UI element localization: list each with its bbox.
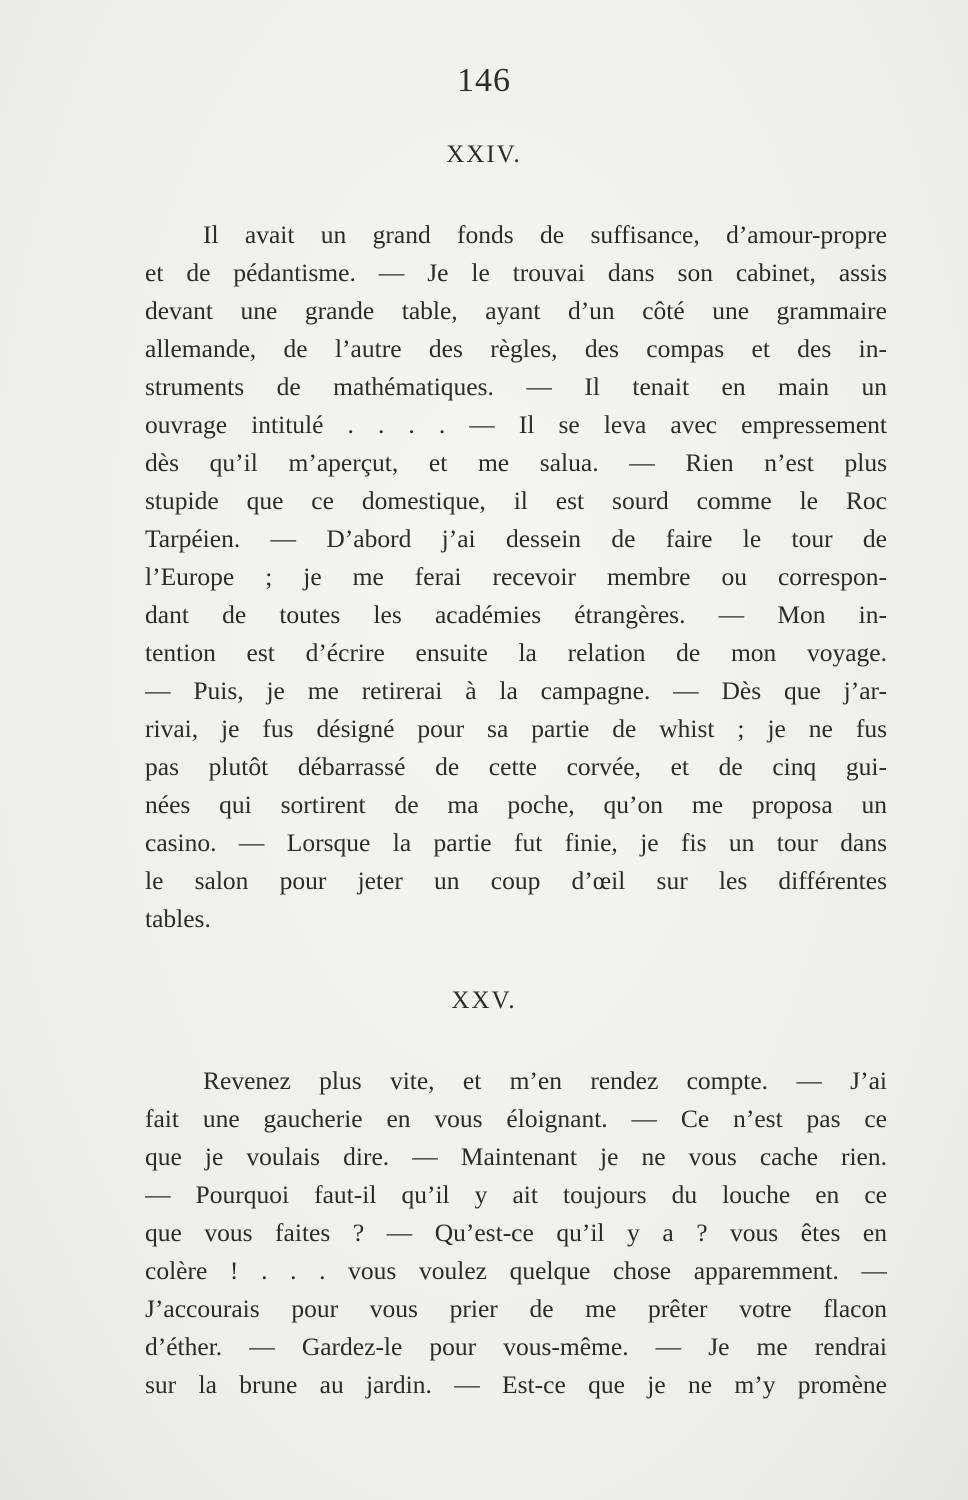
text-line: fait une gaucherie en vous éloignant. — Ce n’est pas ce <box>145 1104 887 1133</box>
text-line: Il avait un grand fonds de suffisance, d’amour-propre <box>203 220 887 249</box>
text-line: pas plutôt débarrassé de cette corvée, et de cinq gui- <box>145 752 887 781</box>
text-line: J’accourais pour vous prier de me prêter votre flacon <box>145 1294 887 1323</box>
text-line: — Pourquoi faut-il qu’il y ait toujours du louche en ce <box>145 1180 887 1209</box>
section-body-xxv <box>145 1062 887 1404</box>
text-line: Tarpéien. — D’abord j’ai dessein de faire le tour de <box>145 524 887 553</box>
text-line: tention est d’écrire ensuite la relation de mon voyage. <box>145 638 887 667</box>
text-line: struments de mathématiques. — Il tenait en main un <box>145 372 887 401</box>
text-line: — Puis, je me retirerai à la campagne. — Dès que j’ar- <box>145 676 887 705</box>
text-line: rivai, je fus désigné pour sa partie de whist ; je ne fus <box>145 714 887 743</box>
text-line: stupide que ce domestique, il est sourd comme le Roc <box>145 486 887 515</box>
text-line: l’Europe ; je me ferai recevoir membre ou correspon- <box>145 562 887 591</box>
text-line: casino. — Lorsque la partie fut finie, je fis un tour dans <box>145 828 887 857</box>
text-line: sur la brune au jardin. — Est-ce que je ne m’y promène <box>145 1370 887 1399</box>
text-line: ouvrage intitulé . . . . — Il se leva avec empressement <box>145 410 887 439</box>
text-line: tables. <box>145 904 211 933</box>
text-line: colère ! . . . vous voulez quelque chose apparemment. — <box>145 1256 887 1285</box>
text-line: que vous faites ? — Qu’est-ce qu’il y a ? vous êtes en <box>145 1218 887 1247</box>
text-line: nées qui sortirent de ma poche, qu’on me proposa un <box>145 790 887 819</box>
text-line: dant de toutes les académies étrangères. — Mon in- <box>145 600 887 629</box>
section-heading-xxv: XXV. <box>451 987 517 1014</box>
text-line: dès qu’il m’aperçut, et me salua. — Rien n’est plus <box>145 448 887 477</box>
text-line: et de pédantisme. — Je le trouvai dans son cabinet, assis <box>145 258 887 287</box>
text-line: Revenez plus vite, et m’en rendez compte. — J’ai <box>203 1066 887 1095</box>
page-number: 146 <box>457 62 511 99</box>
text-line: devant une grande table, ayant d’un côté une grammaire <box>145 296 887 325</box>
text-line: que je voulais dire. — Maintenant je ne vous cache rien. <box>145 1142 887 1171</box>
text-line: allemande, de l’autre des règles, des compas et des in- <box>145 334 887 363</box>
text-line: le salon pour jeter un coup d’œil sur les différentes <box>145 866 887 895</box>
text-line: d’éther. — Gardez-le pour vous-même. — Je me rendrai <box>145 1332 887 1361</box>
section-body-xxiv <box>145 216 887 938</box>
section-heading-xxiv: XXIV. <box>446 141 522 168</box>
